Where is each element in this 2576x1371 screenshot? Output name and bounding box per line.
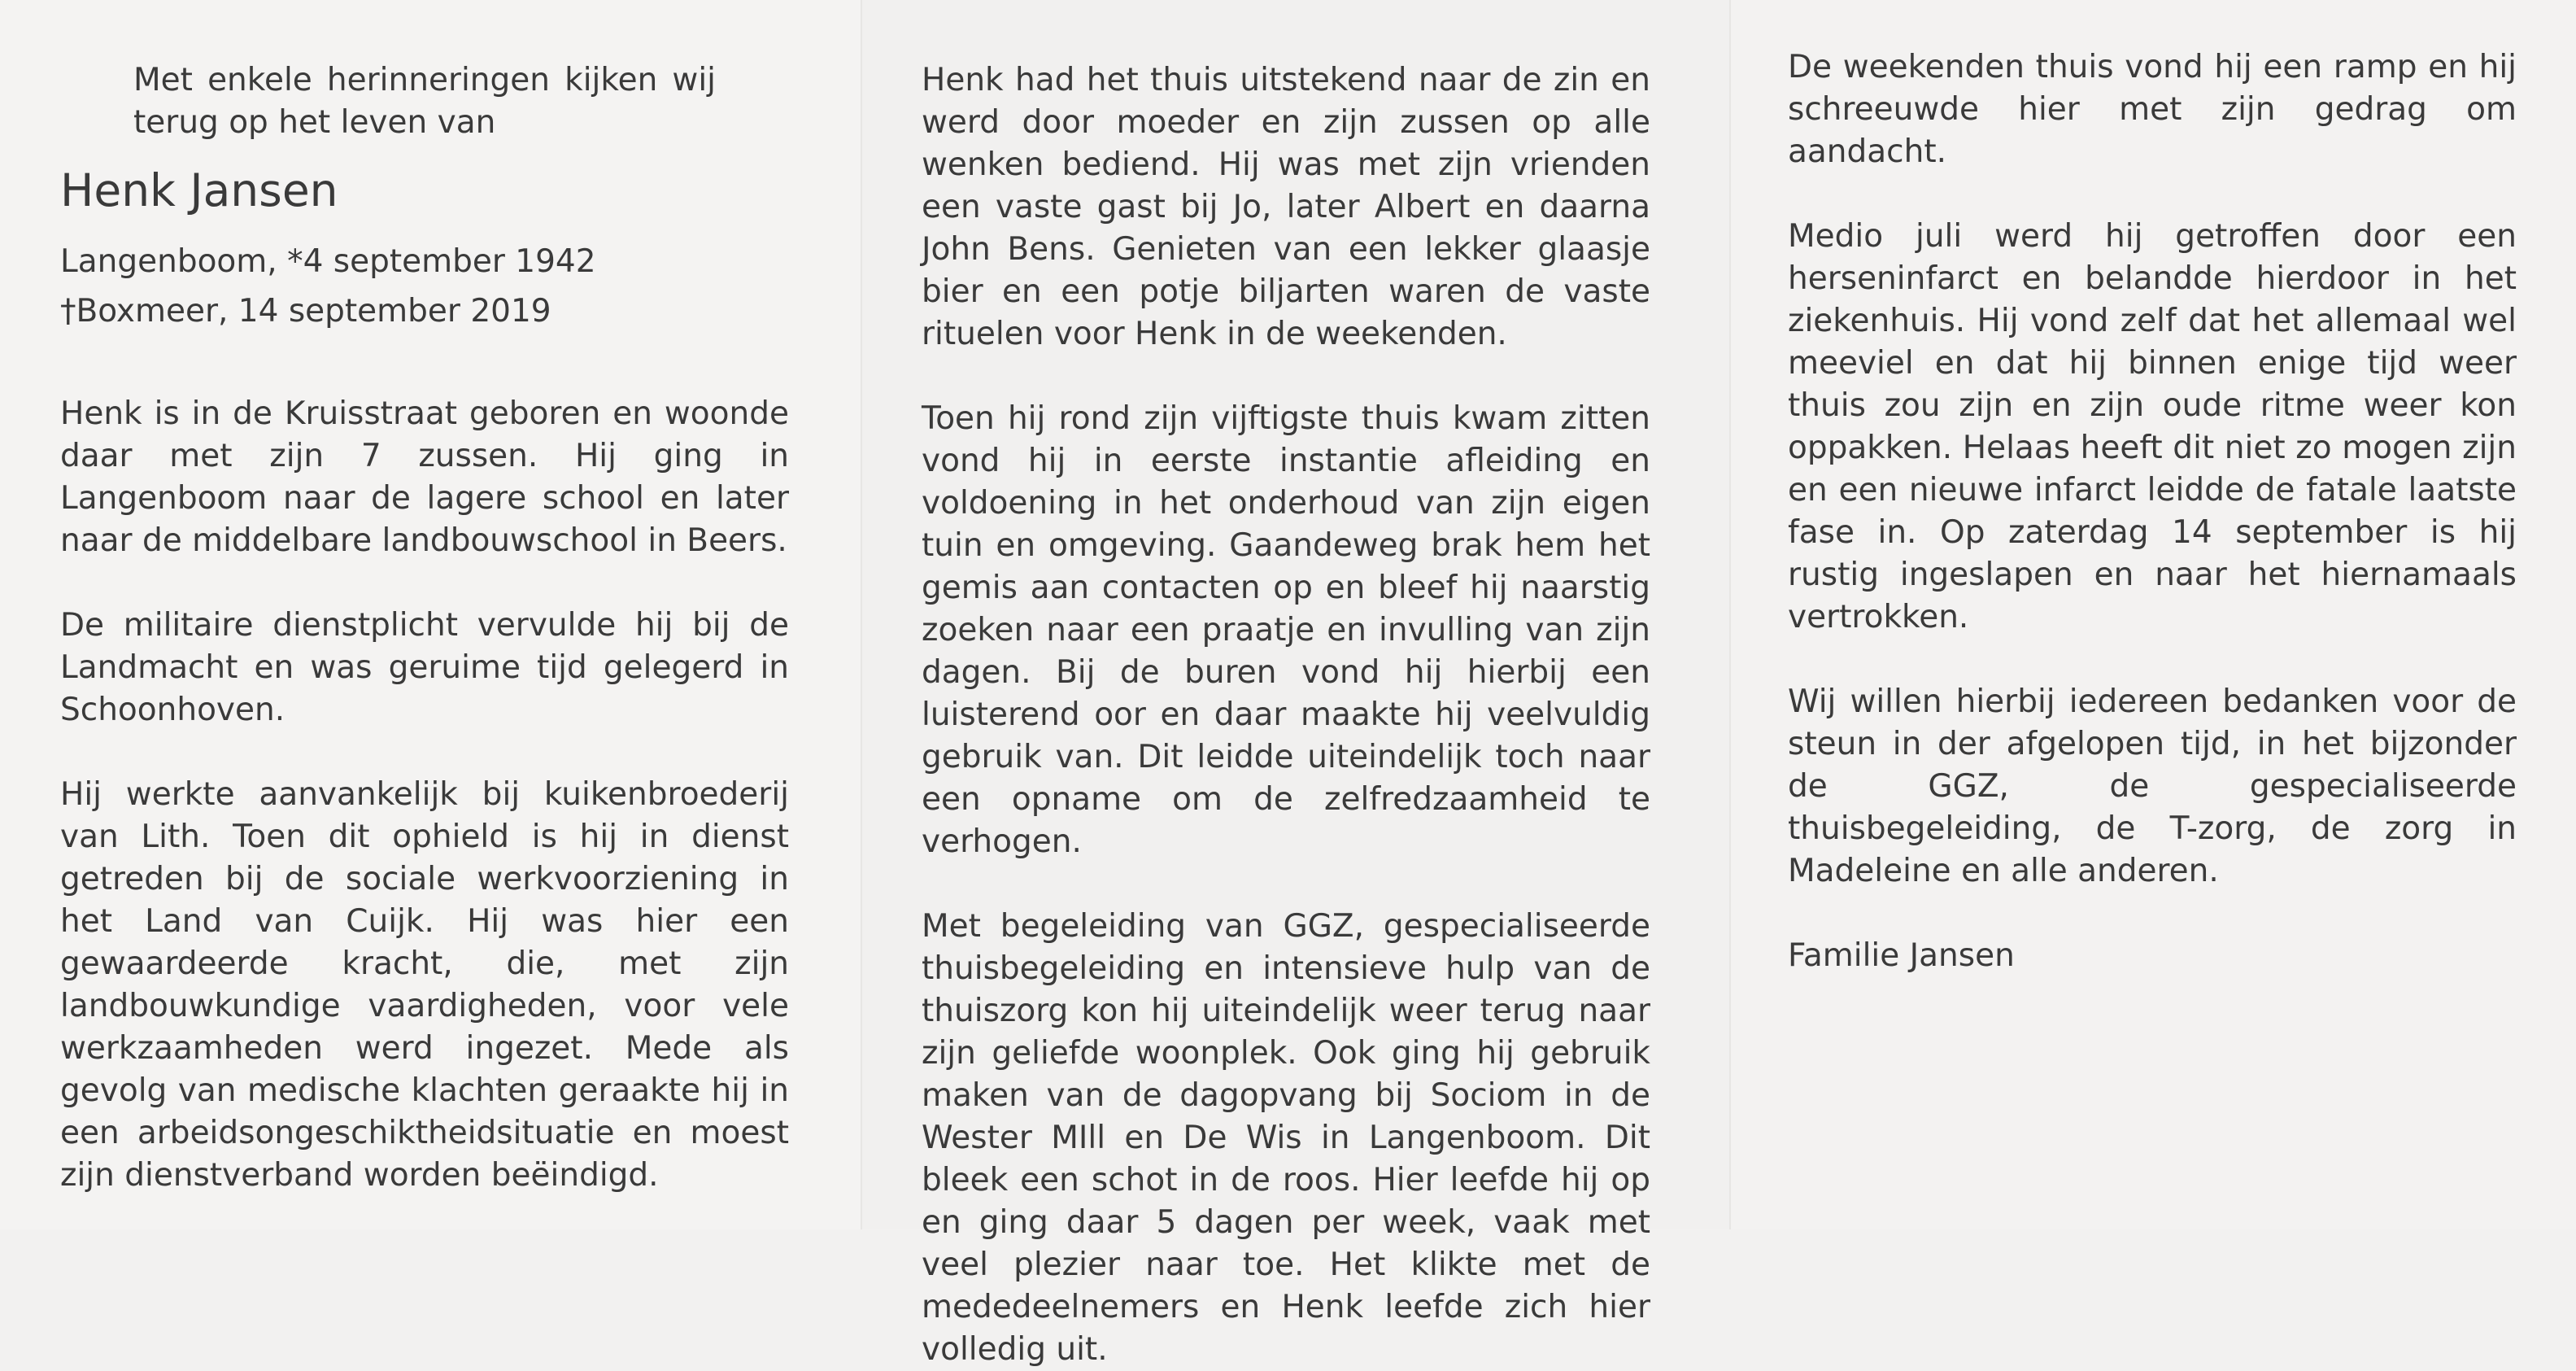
- column-1: [60, 59, 789, 1197]
- signature: Familie Jansen: [1788, 937, 2015, 974]
- death-date: †Boxmeer, 14 september 2019: [60, 293, 551, 330]
- deceased-name: Henk Jansen: [60, 164, 338, 216]
- memorial-header: [60, 59, 789, 336]
- paragraph: Wij willen hierbij iedereen bedanken voor de steun in der afgelopen tijd, in het bijzonder de GGZ, de gespecialiseerde thuisbegeleiding, de T-zorg, de zorg in Madeleine en alle anderen.: [1788, 683, 2517, 889]
- column-2: [922, 59, 1650, 1371]
- paragraph: De weekenden thuis vond hij een ramp en hij schreeuwde hier met zijn gedrag om aandacht.: [1788, 49, 2517, 170]
- intro-text: Met enkele herinneringen kijken wij terug op het leven van: [133, 62, 716, 141]
- paragraph: Henk is in de Kruisstraat geboren en woonde daar met zijn 7 zussen. Hij ging in Langenboom naar de lagere school en later naar de middelbare landbouwschool in Beers.: [60, 395, 789, 559]
- birth-date: Langenboom, *4 september 1942: [60, 243, 596, 280]
- fold-line-left: [861, 0, 862, 1229]
- fold-line-right: [1729, 0, 1731, 1229]
- paragraph: Met begeleiding van GGZ, gespecialiseerde thuisbegeleiding en intensieve hulp van de thuiszorg kon hij uiteindelijk weer terug naar zijn geliefde woonplek. Ook ging hij gebruik maken van de dagopvang bij Sociom in de Wester MIll en De Wis in Langenboom. Dit bleek een schot in de roos. Hier leefde hij op en ging daar 5 dagen per week, vaak met veel plezier naar toe. Het klikte met de mededeelnemers en Henk leefde zich hier volledig uit.: [922, 908, 1650, 1368]
- column-3: [1788, 46, 2517, 977]
- paragraph: Henk had het thuis uitstekend naar de zin en werd door moeder en zijn zussen op alle wenken bediend. Hij was met zijn vrienden een vaste gast bij Jo, later Albert en daarna John Bens. Genieten van een lekker glaasje bier en een potje biljarten waren de vaste rituelen voor Henk in de weekenden.: [922, 62, 1650, 352]
- paragraph: Toen hij rond zijn vijftigste thuis kwam zitten vond hij in eerste instantie afleiding en voldoening in het onderhoud van zijn eigen tuin en omgeving. Gaandeweg brak hem het gemis aan contacten op en bleef hij naarstig zoeken naar een praatje en invulling van zijn dagen. Bij de buren vond hij hierbij een luisterend oor en daar maakte hij veelvuldig gebruik van. Dit leidde uiteindelijk toch naar een opname om de zelfredzaamheid te verhogen.: [922, 400, 1650, 860]
- paragraph: De militaire dienstplicht vervulde hij bij de Landmacht en was geruime tijd gelegerd in Schoonhoven.: [60, 607, 789, 728]
- paragraph: Hij werkte aanvankelijk bij kuikenbroederij van Lith. Toen dit ophield is hij in dienst getreden bij de sociale werkvoorziening in het Land van Cuijk. Hij was hier een gewaardeerde kracht, die, met zijn landbouwkundige vaardigheden, voor vele werkzaamheden werd ingezet. Mede als gevolg van medische klachten geraakte hij in een arbeidsongeschiktheidsituatie en moest zijn dienstverband worden beëindigd.: [60, 776, 789, 1194]
- paragraph: Medio juli werd hij getroffen door een herseninfarct en belandde hierdoor in het ziekenhuis. Hij vond zelf dat het allemaal wel meeviel en dat hij binnen enige tijd weer thuis zou zijn en zijn oude ritme weer kon oppakken. Helaas heeft dit niet zo mogen zijn en een nieuwe infarct leidde de fatale laatste fase in. Op zaterdag 14 september is hij rustig ingeslapen en naar het hiernamaals vertrokken.: [1788, 218, 2517, 635]
